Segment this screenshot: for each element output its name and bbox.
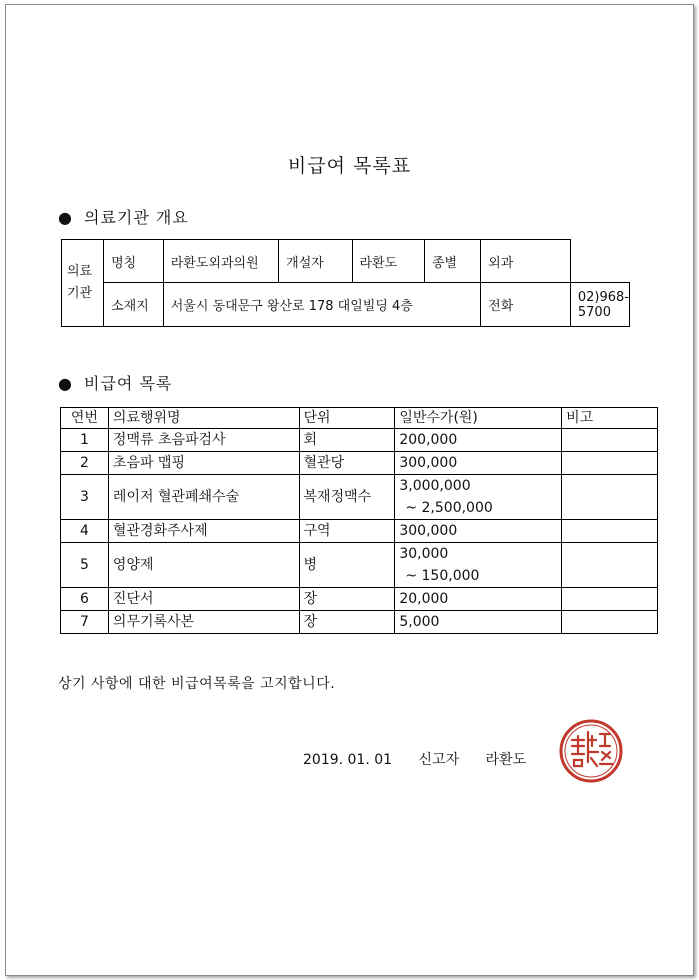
section1-label: 의료기관 개요	[84, 208, 189, 227]
row-number: 6	[61, 588, 109, 611]
procedure-name: 영양제	[108, 543, 299, 588]
fee-amount	[395, 452, 562, 475]
bullet-icon: ●	[58, 374, 73, 393]
row-number: 4	[61, 520, 109, 543]
table-row	[61, 520, 658, 543]
note	[562, 611, 658, 634]
address-label: 소재지	[104, 283, 164, 327]
fee-amount	[395, 520, 562, 543]
note	[562, 588, 658, 611]
fee-table	[60, 407, 658, 634]
row-number: 5	[61, 543, 109, 588]
signature-line	[303, 749, 548, 769]
name-label: 명칭	[104, 240, 164, 283]
fee-value: 20,000	[399, 591, 449, 607]
unit: 복재정맥수	[299, 475, 395, 520]
type-label: 종별	[424, 240, 480, 283]
fee-range-max: ~ 2,500,000	[405, 500, 493, 516]
note	[562, 452, 658, 475]
fee-value: 30,000	[399, 546, 449, 562]
table-row	[61, 452, 658, 475]
procedure-name: 정맥류 초음파검사	[108, 429, 299, 452]
founder-value: 라환도	[352, 240, 424, 283]
unit: 장	[299, 588, 395, 611]
procedure-name: 레이저 혈관폐쇄수술	[108, 475, 299, 520]
procedure-name: 진단서	[108, 588, 299, 611]
unit: 회	[299, 429, 395, 452]
unit: 구역	[299, 520, 395, 543]
table-row	[61, 429, 658, 452]
fee-amount	[395, 543, 562, 588]
header-cell: 연번	[61, 408, 109, 429]
institution-label-line2: 기관	[67, 286, 93, 301]
address-value: 서울시 동대문구 왕산로 178 대일빌딩 4층	[163, 283, 480, 327]
note	[562, 429, 658, 452]
unit: 혈관당	[299, 452, 395, 475]
section-heading-fees	[58, 371, 172, 394]
reporter-name: 라환도	[485, 752, 527, 768]
row-number: 2	[61, 452, 109, 475]
table-row	[61, 588, 658, 611]
fee-value: 5,000	[399, 614, 440, 630]
note	[562, 520, 658, 543]
row-number: 3	[61, 475, 109, 520]
phone-value: 02)968-5700	[570, 283, 629, 327]
unit: 병	[299, 543, 395, 588]
institution-table	[61, 239, 630, 327]
procedure-name: 의무기록사본	[108, 611, 299, 634]
section-heading-institution	[58, 205, 189, 228]
bullet-icon: ●	[58, 208, 73, 227]
fee-amount	[395, 611, 562, 634]
fee-range-max: ~ 150,000	[405, 568, 480, 584]
reporter-label: 신고자	[418, 752, 460, 768]
procedure-name: 혈관경화주사제	[108, 520, 299, 543]
phone-label: 전화	[481, 283, 571, 327]
founder-label: 개설자	[279, 240, 352, 283]
header-cell: 의료행위명	[108, 408, 299, 429]
note	[562, 475, 658, 520]
section2-label: 비급여 목록	[84, 374, 173, 393]
fee-value: 3,000,000	[399, 478, 471, 494]
notice-text: 상기 사항에 대한 비급여목록을 고지합니다.	[58, 676, 336, 692]
header-cell: 비고	[562, 408, 658, 429]
signature-date: 2019. 01. 01	[303, 752, 393, 768]
fee-value: 300,000	[399, 455, 458, 471]
row-number: 1	[61, 429, 109, 452]
table-row	[61, 611, 658, 634]
fee-table-header	[61, 408, 658, 429]
procedure-name: 초음파 맵핑	[108, 452, 299, 475]
header-cell: 단위	[299, 408, 395, 429]
fee-value: 200,000	[399, 432, 458, 448]
document-title: 비급여 목록표	[287, 155, 412, 177]
institution-label-line1: 의료	[67, 264, 93, 279]
institution-group-label	[62, 240, 104, 327]
unit: 장	[299, 611, 395, 634]
note	[562, 543, 658, 588]
seal-stamp-icon	[558, 718, 624, 784]
name-value: 라환도외과의원	[163, 240, 278, 283]
fee-value: 300,000	[399, 523, 458, 539]
header-cell: 일반수가(원)	[395, 408, 562, 429]
fee-amount	[395, 429, 562, 452]
fee-amount	[395, 588, 562, 611]
table-row	[61, 475, 658, 520]
row-number: 7	[61, 611, 109, 634]
table-row	[61, 543, 658, 588]
type-value: 외과	[481, 240, 571, 283]
fee-amount	[395, 475, 562, 520]
